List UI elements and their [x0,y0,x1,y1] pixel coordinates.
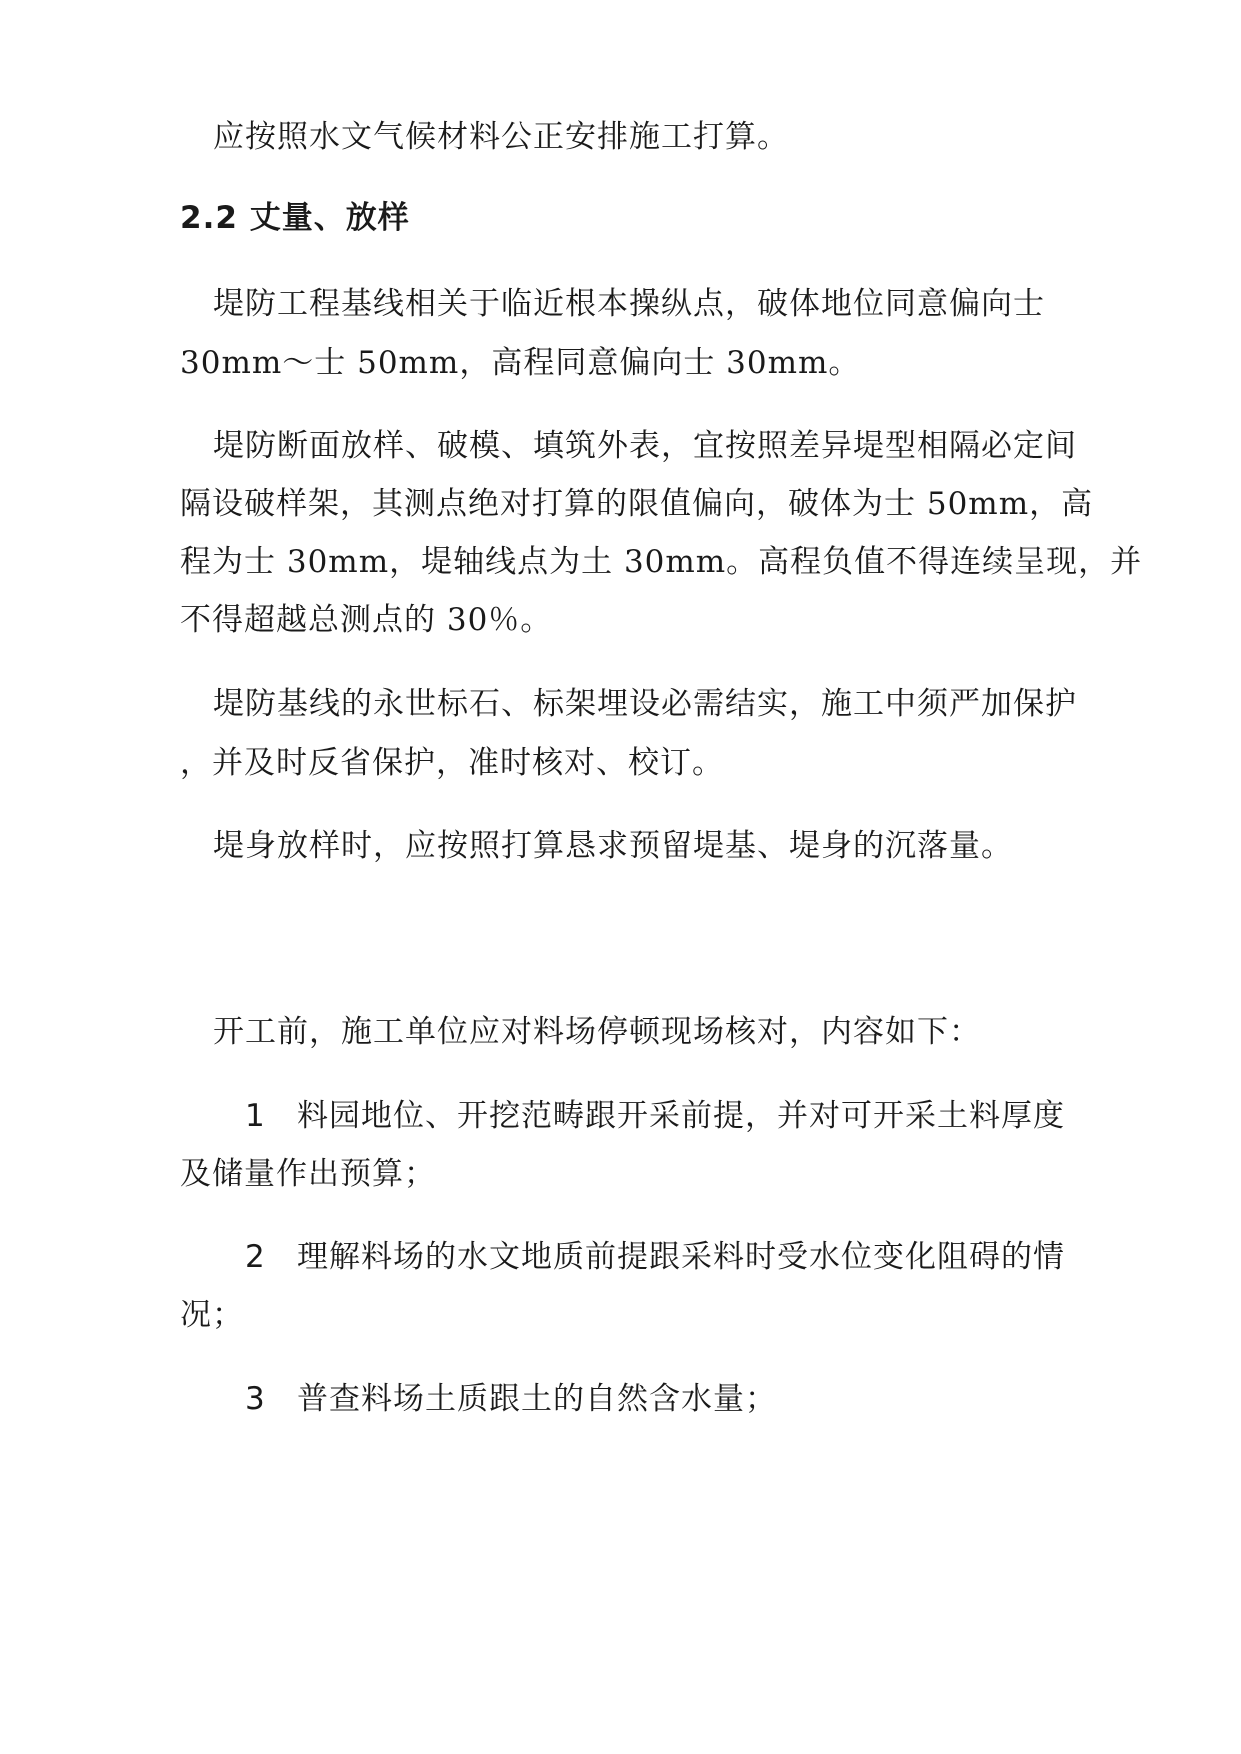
paragraph-text: 隔设破样架，其测点绝对打算的限值偏向，破体为士 50mm，高 [180,486,1094,522]
list-item [245,1239,1065,1275]
list-item-text: 理解料场的水文地质前提跟采料时受水位变化阻碍的情 [297,1239,1065,1275]
list-item-number: 2 [245,1239,266,1275]
section-heading: 2.2 丈量、放样 [180,200,410,236]
paragraph-text: 程为士 30mm，堤轴线点为土 30mm。高程负值不得连续呈现，并 [180,544,1143,580]
list-item-continuation: 及储量作出预算； [180,1156,436,1192]
paragraph-text: 堤防基线的永世标石、标架埋设必需结实，施工中须严加保护 [213,686,1077,722]
paragraph-text: 不得超越总测点的 30％。 [180,602,553,638]
paragraph-text: 堤防断面放样、破模、填筑外表，宜按照差异堤型相隔必定间 [213,428,1077,464]
list-item [245,1381,777,1417]
list-item-text: 料园地位、开挖范畴跟开采前提，并对可开采土料厚度 [297,1098,1065,1134]
paragraph-text: 开工前，施工单位应对料场停顿现场核对，内容如下： [213,1014,981,1050]
paragraph-text: 30mm～士 50mm，高程同意偏向士 30mm。 [180,345,861,381]
list-item-number: 1 [245,1098,266,1134]
paragraph-text: 堤身放样时，应按照打算恳求预留堤基、堤身的沉落量。 [213,828,1013,864]
list-item-continuation: 况； [180,1297,244,1333]
list-item-text: 普查料场土质跟土的自然含水量； [297,1381,777,1417]
list-item [245,1098,1065,1134]
paragraph-text: ，并及时反省保护，准时核对、校订。 [180,745,724,781]
paragraph-text: 堤防工程基线相关于临近根本操纵点，破体地位同意偏向士 [213,286,1045,322]
paragraph-text: 应按照水文气候材料公正安排施工打算。 [213,119,789,155]
list-item-number: 3 [245,1381,266,1417]
